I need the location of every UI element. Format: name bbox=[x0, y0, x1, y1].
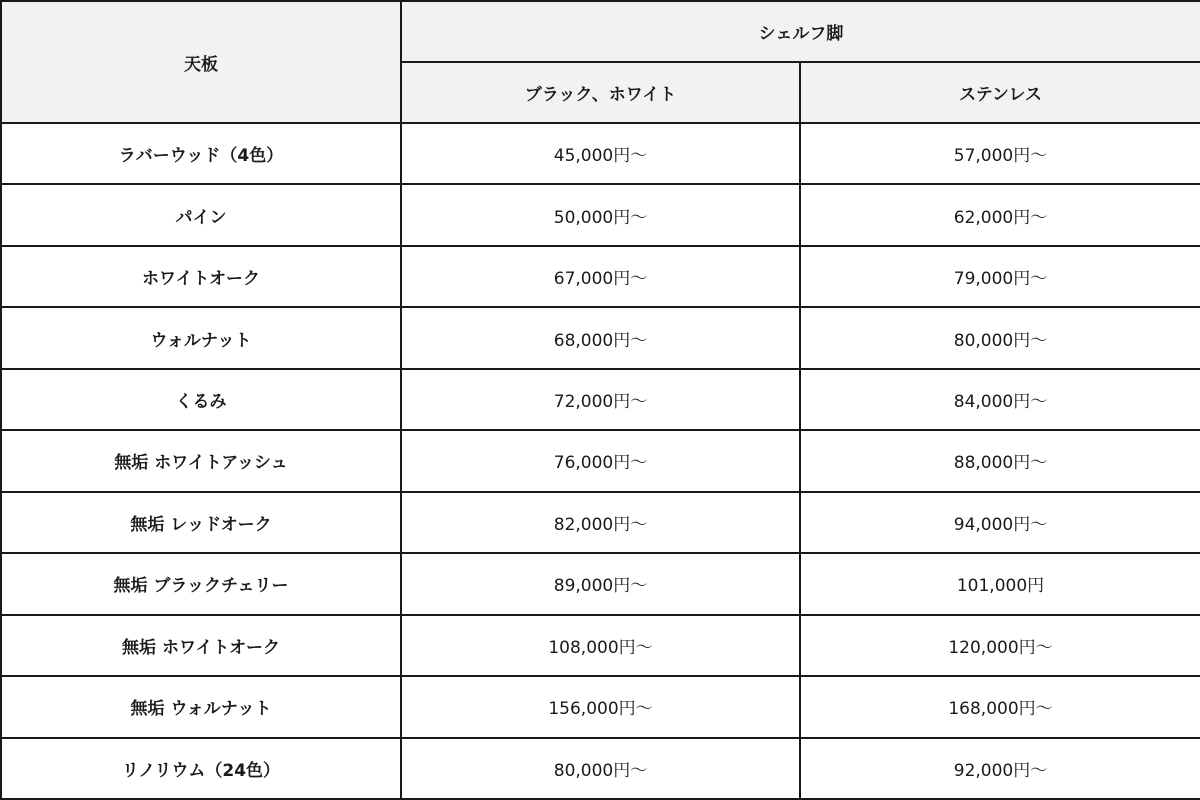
price-black-white: 45,000円〜 bbox=[401, 123, 800, 184]
price-black-white: 89,000円〜 bbox=[401, 553, 800, 614]
table-row bbox=[1, 184, 1200, 245]
row-name: ウォルナット bbox=[1, 307, 401, 368]
row-name: 無垢 ホワイトオーク bbox=[1, 615, 401, 676]
row-name: ホワイトオーク bbox=[1, 246, 401, 307]
header-tabletop: 天板 bbox=[1, 1, 401, 123]
price-stainless: 94,000円〜 bbox=[800, 492, 1200, 553]
row-name: 無垢 ホワイトアッシュ bbox=[1, 430, 401, 491]
header-row-top bbox=[1, 1, 1200, 62]
price-black-white: 82,000円〜 bbox=[401, 492, 800, 553]
price-stainless: 84,000円〜 bbox=[800, 369, 1200, 430]
table-row bbox=[1, 615, 1200, 676]
table-row bbox=[1, 430, 1200, 491]
table-row bbox=[1, 492, 1200, 553]
header-shelf-legs: シェルフ脚 bbox=[401, 1, 1200, 62]
price-black-white: 68,000円〜 bbox=[401, 307, 800, 368]
row-name: 無垢 ウォルナット bbox=[1, 676, 401, 737]
table-row bbox=[1, 676, 1200, 737]
price-stainless: 92,000円〜 bbox=[800, 738, 1200, 799]
table-row bbox=[1, 307, 1200, 368]
price-black-white: 50,000円〜 bbox=[401, 184, 800, 245]
table-row bbox=[1, 246, 1200, 307]
price-stainless: 62,000円〜 bbox=[800, 184, 1200, 245]
table-row bbox=[1, 553, 1200, 614]
row-name: リノリウム（24色） bbox=[1, 738, 401, 799]
price-stainless: 80,000円〜 bbox=[800, 307, 1200, 368]
price-black-white: 80,000円〜 bbox=[401, 738, 800, 799]
price-stainless: 88,000円〜 bbox=[800, 430, 1200, 491]
price-stainless: 79,000円〜 bbox=[800, 246, 1200, 307]
price-stainless: 168,000円〜 bbox=[800, 676, 1200, 737]
price-black-white: 76,000円〜 bbox=[401, 430, 800, 491]
price-black-white: 67,000円〜 bbox=[401, 246, 800, 307]
price-black-white: 72,000円〜 bbox=[401, 369, 800, 430]
row-name: くるみ bbox=[1, 369, 401, 430]
row-name: 無垢 レッドオーク bbox=[1, 492, 401, 553]
table-body bbox=[1, 123, 1200, 799]
price-stainless: 57,000円〜 bbox=[800, 123, 1200, 184]
header-black-white: ブラック、ホワイト bbox=[401, 62, 800, 123]
row-name: パイン bbox=[1, 184, 401, 245]
row-name: ラバーウッド（4色） bbox=[1, 123, 401, 184]
table-header bbox=[1, 1, 1200, 123]
price-stainless: 120,000円〜 bbox=[800, 615, 1200, 676]
price-black-white: 108,000円〜 bbox=[401, 615, 800, 676]
row-name: 無垢 ブラックチェリー bbox=[1, 553, 401, 614]
price-black-white: 156,000円〜 bbox=[401, 676, 800, 737]
table-row bbox=[1, 369, 1200, 430]
header-stainless: ステンレス bbox=[800, 62, 1200, 123]
table-row bbox=[1, 738, 1200, 799]
price-stainless: 101,000円 bbox=[800, 553, 1200, 614]
table-row bbox=[1, 123, 1200, 184]
